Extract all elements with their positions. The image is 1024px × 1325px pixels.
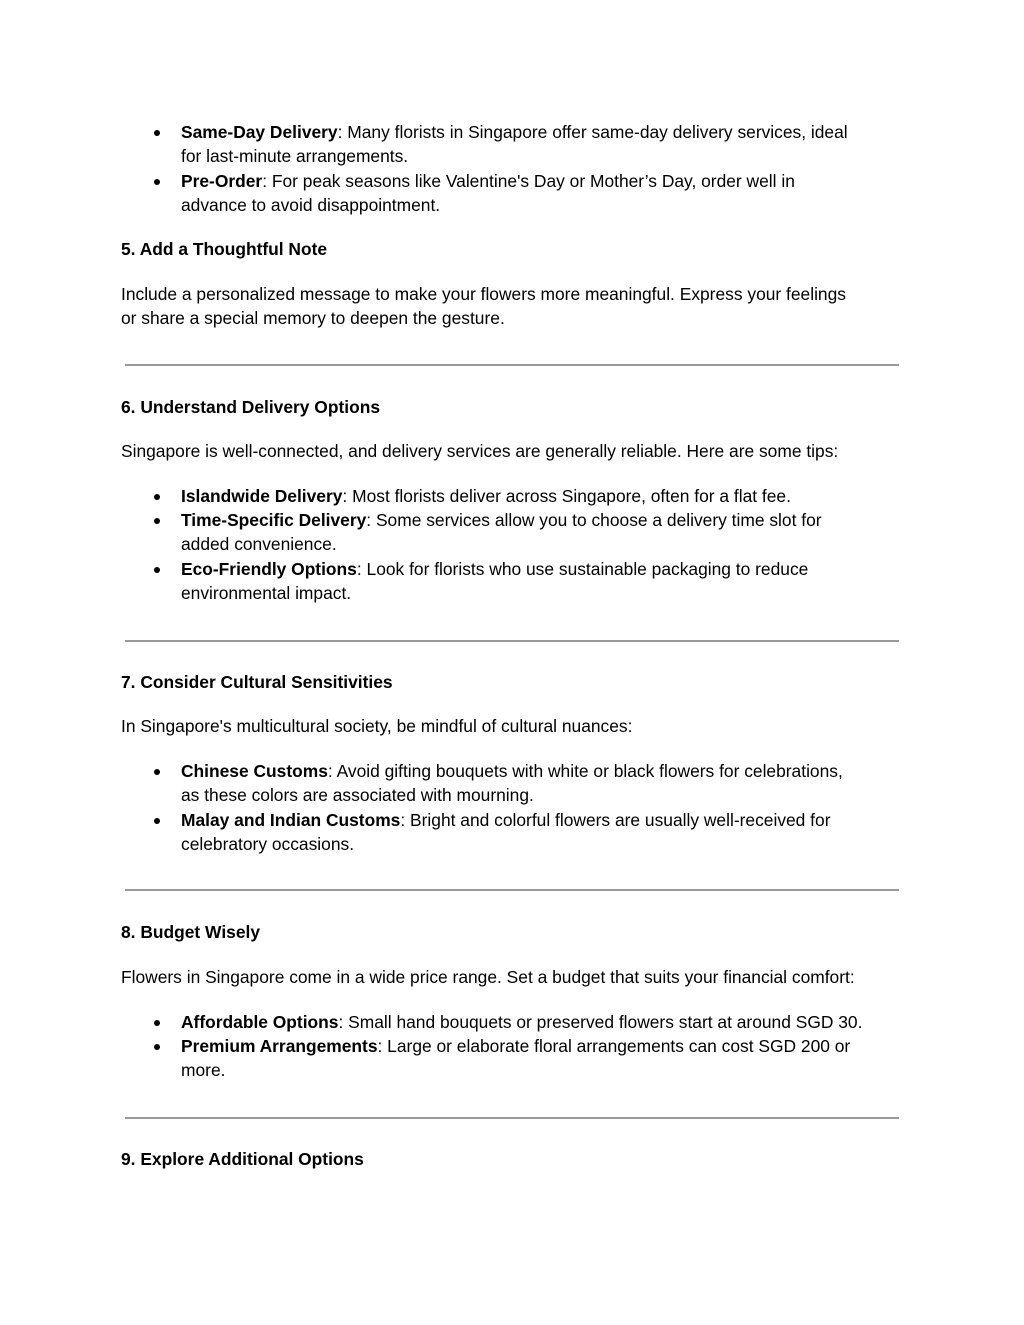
bullet — [154, 769, 160, 775]
list-item — [181, 484, 911, 508]
list-item-text: : Small hand bouquets or preserved flowers start at around SGD 30. — [338, 1012, 863, 1032]
divider — [125, 364, 899, 366]
list-item-text: : Large or elaborate floral arrangements can cost SGD 200 or — [377, 1036, 851, 1056]
bullet — [154, 494, 160, 500]
list-item-text: : Avoid gifting bouquets with white or black flowers for celebrations, — [327, 761, 843, 781]
paragraph: Flowers in Singapore come in a wide price range. Set a budget that suits your financial comfort: — [121, 967, 855, 987]
section-heading: 9. Explore Additional Options — [121, 1149, 364, 1169]
divider — [125, 889, 899, 891]
list-item-term: Premium Arrangements — [181, 1036, 378, 1056]
bullet — [154, 518, 160, 524]
section-heading: 8. Budget Wisely — [121, 922, 260, 942]
list-item — [181, 808, 911, 857]
list-item-term: Same-Day Delivery — [181, 122, 338, 142]
list-item — [181, 1034, 911, 1083]
list-item-text: as these colors are associated with mourning. — [181, 785, 534, 806]
list-item — [181, 557, 911, 606]
bullet — [154, 130, 160, 136]
list-item-text: : Some services allow you to choose a delivery time slot for — [366, 510, 822, 530]
list-item-text: : Most florists deliver across Singapore, often for a flat fee. — [342, 486, 791, 506]
bullet — [154, 567, 160, 573]
list-item — [181, 120, 911, 169]
list-item-text: for last-minute arrangements. — [181, 146, 409, 167]
list-item-text: celebratory occasions. — [181, 834, 355, 855]
list-item-term: Pre-Order — [181, 171, 263, 191]
list-item-term: Time-Specific Delivery — [181, 510, 367, 530]
list-item — [181, 169, 911, 218]
list-item-term: Islandwide Delivery — [181, 486, 343, 506]
list-item-text: : Look for florists who use sustainable packaging to reduce — [356, 559, 809, 579]
list-item-text: added convenience. — [181, 534, 337, 555]
bullet — [154, 1020, 160, 1026]
list-item-term: Chinese Customs — [181, 761, 328, 781]
list-item — [181, 508, 911, 557]
list-item-text: : Bright and colorful flowers are usually well-received for — [400, 810, 831, 830]
paragraph: Include a personalized message to make your flowers more meaningful. Express your feelings or share a special memory to deepen the gesture. — [121, 284, 846, 329]
list-item-text: : For peak seasons like Valentine's Day or Mother’s Day, order well in — [262, 171, 795, 191]
bullet — [154, 818, 160, 824]
divider — [125, 1117, 899, 1119]
paragraph: In Singapore's multicultural society, be mindful of cultural nuances: — [121, 716, 633, 736]
divider — [125, 640, 899, 642]
list-item-term: Affordable Options — [181, 1012, 339, 1032]
list-item-text: : Many florists in Singapore offer same-day delivery services, ideal — [337, 122, 848, 142]
list-item — [181, 759, 911, 808]
list-item-term: Eco-Friendly Options — [181, 559, 357, 579]
list-item-term: Malay and Indian Customs — [181, 810, 401, 830]
section-heading: 5. Add a Thoughtful Note — [121, 239, 328, 259]
list-item-text: more. — [181, 1060, 226, 1081]
paragraph: Singapore is well-connected, and delivery services are generally reliable. Here are some tips: — [121, 441, 839, 461]
bullet — [154, 1044, 160, 1050]
list-item-text: environmental impact. — [181, 583, 352, 604]
bullet — [154, 179, 160, 185]
list-item-text: advance to avoid disappointment. — [181, 195, 441, 216]
section-heading: 6. Understand Delivery Options — [121, 397, 380, 417]
list-item — [181, 1010, 911, 1034]
section-heading: 7. Consider Cultural Sensitivities — [121, 672, 393, 692]
